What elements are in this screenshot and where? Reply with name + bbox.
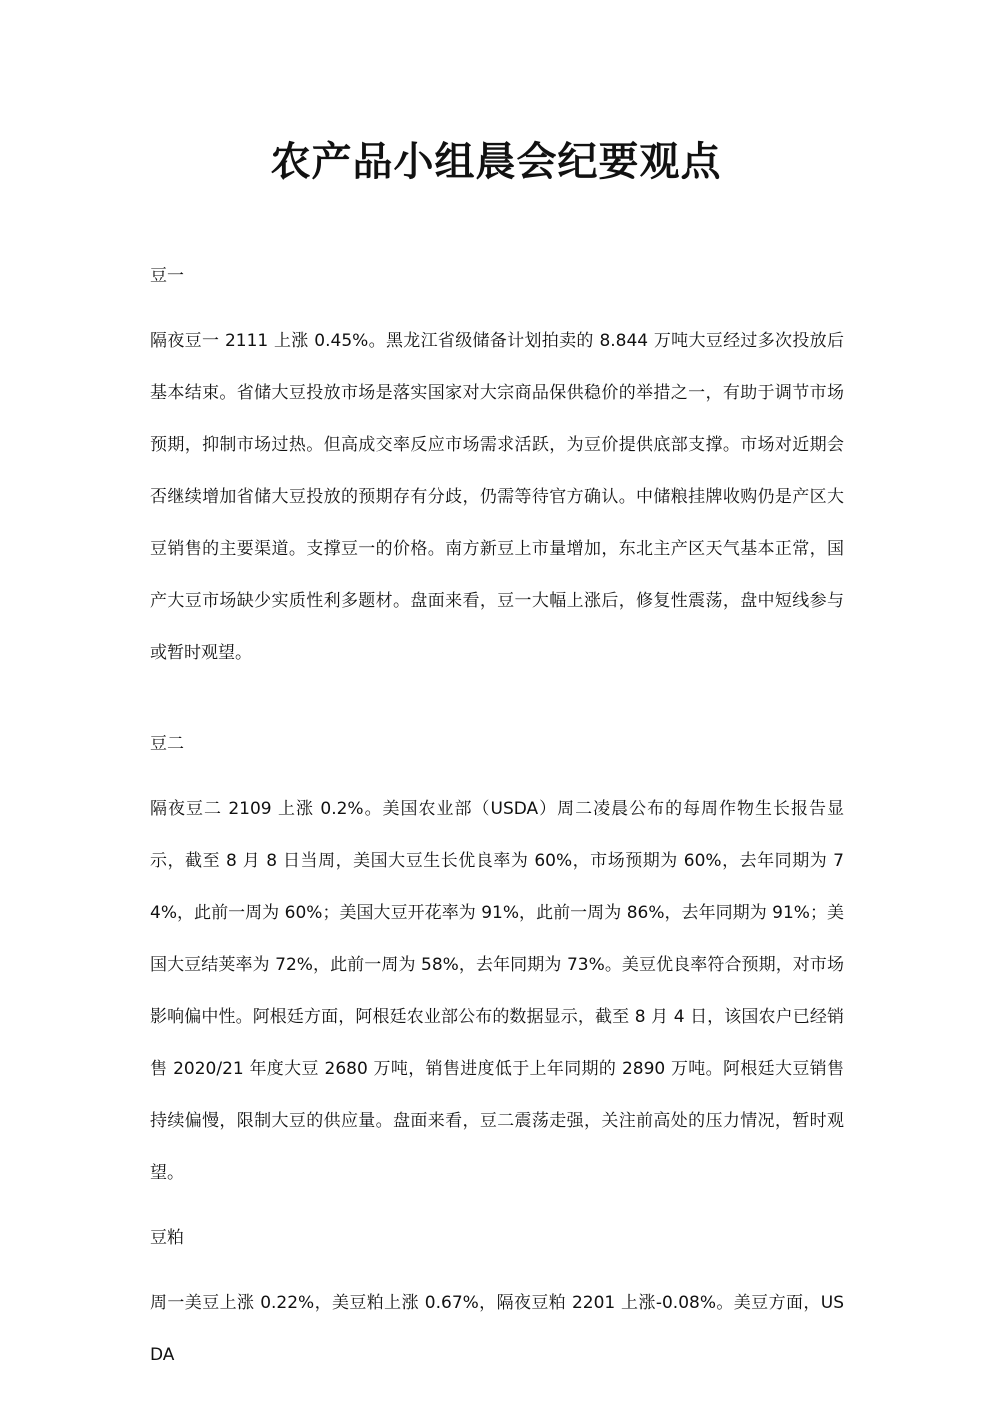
section-heading: 豆二 <box>150 734 184 754</box>
section-heading: 豆粕 <box>150 1228 184 1248</box>
section-heading: 豆一 <box>150 266 184 286</box>
document-title: 农产品小组晨会纪要观点 <box>270 139 722 185</box>
section-paragraph: 隔夜豆一 2111 上涨 0.45%。黑龙江省级储备计划拍卖的 8.844 万吨大豆经过多次投放后基本结束。省储大豆投放市场是落实国家对大宗商品保供稳价的举措之一，有助于调节市场预期，抑制市场过热。但高成交率反应市场需求活跃，为豆价提供底部支撑。市场对近期会否继续增加省储大豆投放的预期存有分歧，仍需等待官方确认。中储粮挂牌收购仍是产区大豆销售的主要渠道。支撑豆一的价格。南方新豆上市量增加，东北主产区天气基本正常，国产大豆市场缺少实质性利多题材。盘面来看，豆一大幅上涨后，修复性震荡，盘中短线参与或暂时观望。 <box>150 331 844 663</box>
section-soybean-1 <box>150 263 844 679</box>
document-content <box>150 263 844 1381</box>
section-soybean-2 <box>150 731 844 1199</box>
section-paragraph: 隔夜豆二 2109 上涨 0.2%。美国农业部（USDA）周二凌晨公布的每周作物生长报告显示，截至 8 月 8 日当周，美国大豆生长优良率为 60%，市场预期为 60%，去年同期为 74%，此前一周为 60%；美国大豆开花率为 91%，此前一周为 86%，去年同期为 91%；美国大豆结荚率为 72%，此前一周为 58%，去年同期为 73%。美豆优良率符合预期，对市场影响偏中性。阿根廷方面，阿根廷农业部公布的数据显示，截至 8 月 4 日，该国农户已经销售 2020/21 年度大豆 2680 万吨，销售进度低于上年同期的 2890 万吨。阿根廷大豆销售持续偏慢，限制大豆的供应量。盘面来看，豆二震荡走强，关注前高处的压力情况，暂时观望。 <box>150 799 844 1183</box>
section-soybean-meal <box>150 1225 844 1381</box>
section-paragraph: 周一美豆上涨 0.22%，美豆粕上涨 0.67%，隔夜豆粕 2201 上涨-0.08%。美豆方面，USDA <box>150 1293 844 1365</box>
